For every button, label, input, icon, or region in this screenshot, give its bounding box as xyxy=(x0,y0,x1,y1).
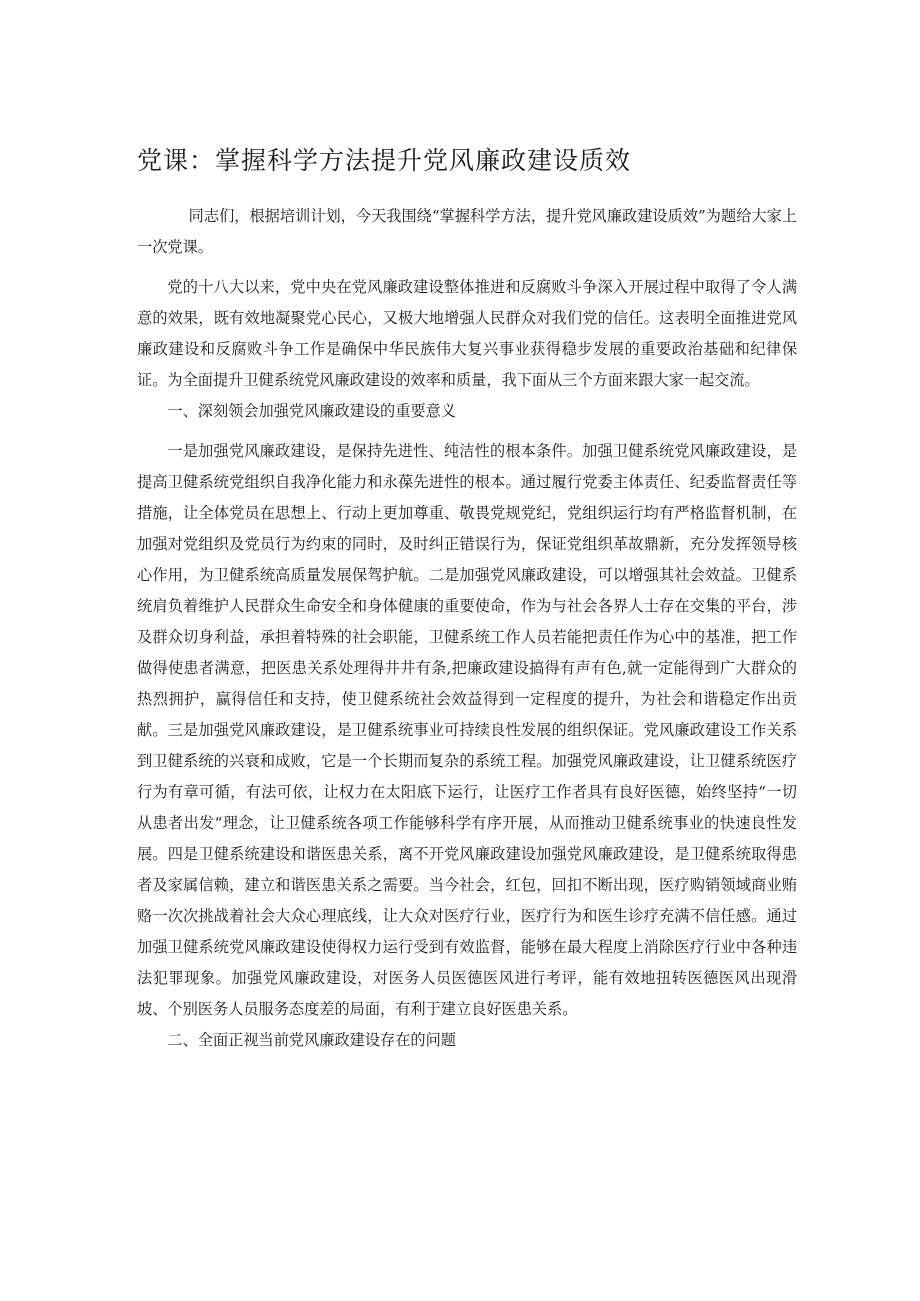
intro-paragraph: 同志们，根据培训计划，今天我围绕“掌握科学方法，提升党风廉政建设质效”为题给大家上一次党课。 xyxy=(137,207,797,256)
section-heading-1: 一、深刻领会加强党风廉政建设的重要意义 xyxy=(167,402,456,420)
document-body xyxy=(137,201,797,1056)
document-title: 党课：掌握科学方法提升党风廉政建设质效 xyxy=(137,146,632,175)
paragraph-background: 党的十八大以来，党中央在党风廉政建设整体推进和反腐败斗争深入开展过程中取得了令人满意的效果，既有效地凝聚党心民心，又极大地增强人民群众对我们党的信任。这表明全面推进党风廉政建设和反腐败斗争工作是确保中华民族伟大复兴事业获得稳步发展的重要政治基础和纪律保证。为全面提升卫健系统党风廉政建设的效率和质量，我下面从三个方面来跟大家一起交流。 xyxy=(137,278,797,389)
section-1-body: 一是加强党风廉政建设，是保持先进性、纯洁性的根本条件。加强卫健系统党风廉政建设，是提高卫健系统党组织自我净化能力和永葆先进性的根本。通过履行党委主体责任、纪委监督责任等措施，让全体党员在思想上、行动上更加尊重、敬畏党规党纪，党组织运行均有严格监督机制，在加强对党组织及党员行为约束的同时，及时纠正错误行为，保证党组织革故鼎新，充分发挥领导核心作用，为卫健系统高质量发展保驾护航。二是加强党风廉政建设，可以增强其社会效益。卫健系统肩负着维护人民群众生命安全和身体健康的重要使命，作为与社会各界人士存在交集的平台，涉及群众切身利益，承担着特殊的社会职能，卫健系统工作人员若能把责任作为心中的基准，把工作做得使患者满意，把医患关系处理得井井有条,把廉政建设搞得有声有色,就一定能得到广大群众的热烈拥护，赢得信任和支持，使卫健系统社会效益得到一定程度的提升，为社会和谐稳定作出贡献。三是加强党风廉政建设，是卫健系统事业可持续良性发展的组织保证。党风廉政建设工作关系到卫健系统的兴衰和成败，它是一个长期而复杂的系统工程。加强党风廉政建设，让卫健系统医疗行为有章可循，有法可依，让权力在太阳底下运行，让医疗工作者具有良好医德，始终坚持“一切从患者出发“理念，让卫健系统各项工作能够科学有序开展，从而推动卫健系统事业的快速良性发展。四是卫健系统建设和谐医患关系，离不开党风廉政建设加强党风廉政建设，是卫健系统取得患者及家属信赖，建立和谐医患关系之需要。当今社会，红包，回扣不断出现，医疗购销领域商业贿赂一次次挑战着社会大众心理底线，让大众对医疗行业，医疗行为和医生诊疗充满不信任感。通过加强卫健系统党风廉政建设使得权力运行受到有效监督，能够在最大程度上消除医疗行业中各种违法犯罪现象。加强党风廉政建设，对医务人员医德医风进行考评，能有效地扭转医德医风出现滑坡、个别医务人员服务态度差的局面，有利于建立良好医患关系。 xyxy=(137,442,797,1018)
section-heading-2: 二、全面正视当前党风廉政建设存在的问题 xyxy=(167,1031,456,1049)
